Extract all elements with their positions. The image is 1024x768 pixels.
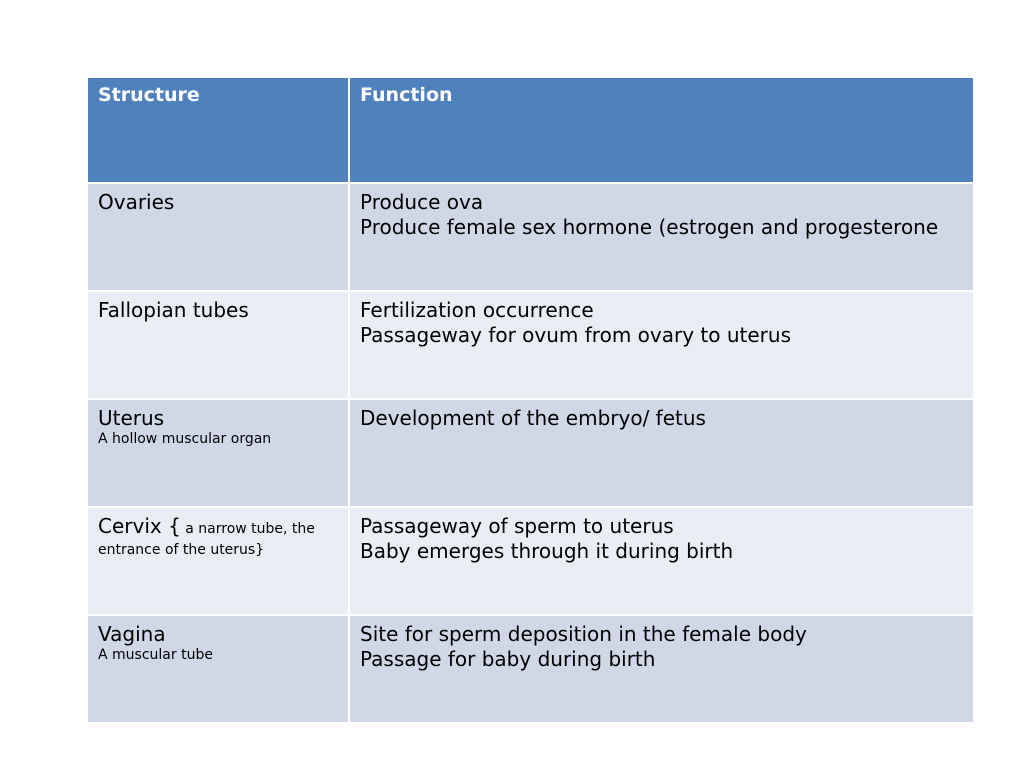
function-cell [349, 507, 974, 615]
table-row-fallopian-tubes [87, 291, 974, 399]
table-row-uterus [87, 399, 974, 507]
function-line: Fertilization occurrence [360, 298, 594, 322]
structure-cell [87, 399, 349, 507]
table-row-ovaries [87, 183, 974, 291]
function-line: Produce ova [360, 190, 484, 214]
structure-name: Fallopian tubes [98, 298, 249, 322]
structure-note: entrance of the uterus} [98, 542, 265, 558]
function-line: Baby emerges through it during birth [360, 539, 734, 563]
table-row-vagina [87, 615, 974, 723]
structure-cell [87, 507, 349, 615]
structure-name-line [98, 514, 338, 542]
function-line: Produce female sex hormone (estrogen and progesterone [360, 215, 939, 239]
structure-name: Ovaries [98, 190, 175, 214]
structure-name: Vagina [98, 622, 166, 646]
function-cell [349, 399, 974, 507]
structure-inline-note: a narrow tube, the [180, 521, 315, 537]
function-cell [349, 183, 974, 291]
function-line: Site for sperm deposition in the female body [360, 622, 807, 646]
function-line: Passageway of sperm to uterus [360, 514, 674, 538]
function-line: Passage for baby during birth [360, 647, 656, 671]
function-line: Development of the embryo/ fetus [360, 406, 706, 430]
structure-name: Uterus [98, 406, 165, 430]
header-function: Function [349, 77, 974, 183]
function-line: Passageway for ovum from ovary to uterus [360, 323, 791, 347]
structure-cell [87, 183, 349, 291]
structure-cell [87, 615, 349, 723]
structure-note: A muscular tube [98, 647, 213, 663]
header-structure: Structure [87, 77, 349, 183]
structure-function-table [86, 76, 975, 724]
table-row-cervix [87, 507, 974, 615]
structure-name: Cervix { [98, 514, 181, 538]
function-cell [349, 291, 974, 399]
structure-note: A hollow muscular organ [98, 431, 272, 447]
table-header-row [87, 77, 974, 183]
structure-cell [87, 291, 349, 399]
function-cell [349, 615, 974, 723]
